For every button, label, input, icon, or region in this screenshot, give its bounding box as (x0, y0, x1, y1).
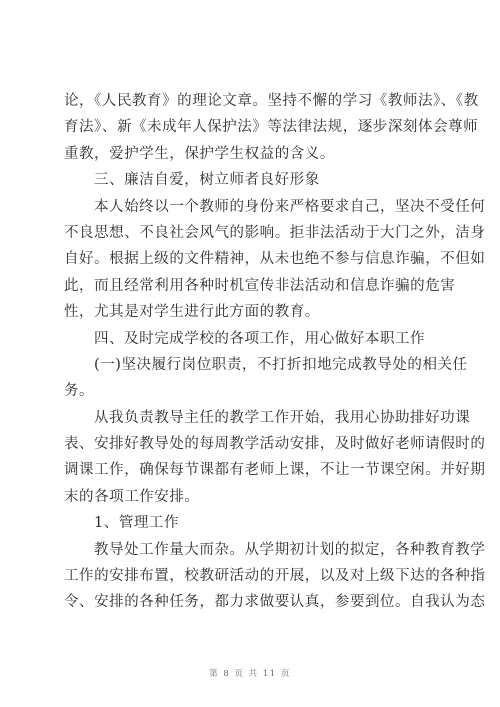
text-line: 论，《人民教育》的理论文章。坚持不懈的学习《教师法》、《教 (64, 93, 479, 109)
text-line: 此，而且经常利用各种时机宣传非法活动和信息诈骗的危害 (64, 277, 456, 294)
page-footer: 第 8 页 共 11 页 (209, 669, 291, 679)
text-line: 性，尤其是对学生进行此方面的教育。 (64, 304, 320, 321)
text-line: 末的各项工作安排。 (64, 488, 200, 505)
text-line: 自好。根据上级的文件精神，从未也绝不参与信息诈骗，不但如 (64, 251, 486, 268)
text-line: 调课工作，确保每节课都有老师上课，不让一节课空闲。并好期 (64, 462, 486, 479)
text-line: 本人始终以一个教师的身份来严格要求自己，坚决不受任何 (94, 198, 486, 215)
text-line: 表、安排好教导处的每周教学活动安排，及时做好老师请假时的 (64, 436, 486, 453)
text-line: 不良思想、不良社会风气的影响。拒非法活动于大门之外，洁身 (64, 224, 486, 241)
body-text (64, 88, 486, 616)
item-heading: 1、管理工作 (94, 515, 180, 532)
text-line: 育法》、新《未成年人保护法》等法律法规，逐步深刻体会尊师 (64, 119, 479, 136)
text-line: 教导处工作量大而杂。从学期初计划的拟定，各种教育教学 (94, 541, 486, 558)
section-heading: 四、及时完成学校的各项工作，用心做好本职工作 (94, 330, 426, 347)
text-line: 务。 (64, 383, 95, 400)
text-line: 工作的安排布置，校教研活动的开展，以及对上级下达的各种指 (64, 568, 486, 585)
section-heading: 三、廉洁自爱，树立师者良好形象 (94, 172, 320, 189)
text-line: 从我负责教导主任的教学工作开始，我用心协助排好功课 (94, 409, 471, 426)
text-line: 重教，爱护学生，保护学生权益的含义。 (64, 145, 335, 162)
subsection-heading: (一)坚决履行岗位职责，不打折扣地完成教导处的相关任 (94, 356, 468, 373)
text-line: 令、安排的各种任务，都力求做要认真，参要到位。自我认为态 (64, 594, 486, 611)
